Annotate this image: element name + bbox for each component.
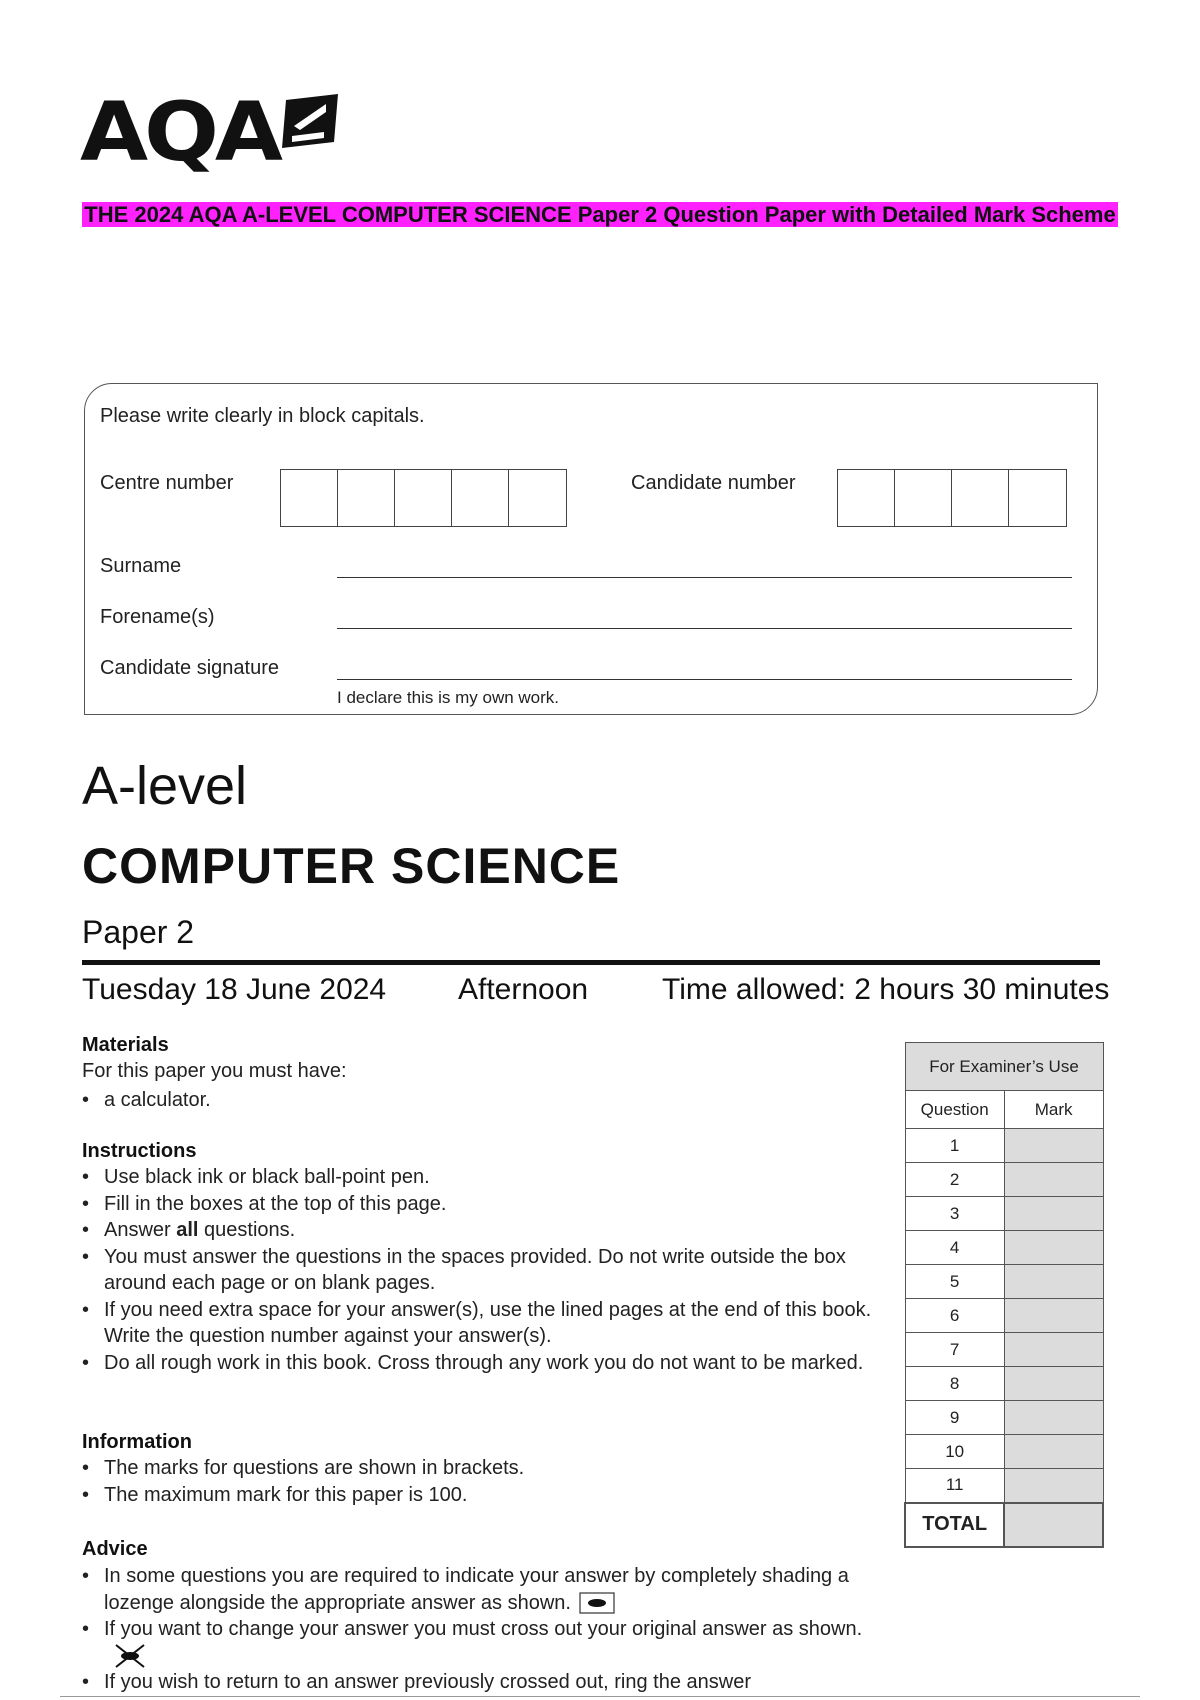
question-column-header: Question bbox=[905, 1091, 1004, 1129]
table-row bbox=[905, 1299, 1103, 1333]
mark-cell bbox=[1004, 1469, 1103, 1503]
list-item: • If you need extra space for your answer(s), use the lined pages at the end of this book. Write the question number against your answer(s). bbox=[82, 1297, 882, 1350]
table-row bbox=[905, 1231, 1103, 1265]
aqa-logo-text: AQA bbox=[80, 84, 280, 180]
question-number: 6 bbox=[905, 1299, 1004, 1333]
subject-title: COMPUTER SCIENCE bbox=[82, 838, 621, 894]
mark-cell bbox=[1004, 1299, 1103, 1333]
forenames-field[interactable] bbox=[337, 628, 1072, 629]
question-number: 8 bbox=[905, 1367, 1004, 1401]
question-number: 7 bbox=[905, 1333, 1004, 1367]
qualification-level: A-level bbox=[82, 756, 248, 816]
centre-number-digit-box[interactable] bbox=[395, 470, 452, 526]
table-row bbox=[905, 1435, 1103, 1469]
list-item: • You must answer the questions in the spaces provided. Do not write outside the box around each page or on blank pages. bbox=[82, 1244, 882, 1297]
declaration-text: I declare this is my own work. bbox=[337, 688, 560, 707]
mark-column-header: Mark bbox=[1004, 1091, 1103, 1129]
total-mark-cell bbox=[1004, 1503, 1103, 1547]
list-item: • Answer all questions. bbox=[82, 1217, 882, 1244]
candidate-number-digit-box[interactable] bbox=[838, 470, 895, 526]
mark-cell bbox=[1004, 1231, 1103, 1265]
materials-intro: For this paper you must have: bbox=[82, 1060, 347, 1082]
exam-date: Tuesday 18 June 2024 bbox=[82, 973, 387, 1006]
materials-heading: Materials bbox=[82, 1034, 169, 1056]
aqa-logo-mark-icon bbox=[280, 92, 340, 150]
instructions-list bbox=[82, 1164, 882, 1376]
advice-list bbox=[82, 1563, 902, 1696]
mark-cell bbox=[1004, 1435, 1103, 1469]
advice-heading: Advice bbox=[82, 1538, 148, 1560]
list-item: • Fill in the boxes at the top of this page. bbox=[82, 1191, 882, 1218]
emphasis-all: all bbox=[176, 1219, 199, 1241]
question-number: 2 bbox=[905, 1163, 1004, 1197]
instructions-heading: Instructions bbox=[82, 1140, 197, 1162]
table-row bbox=[905, 1163, 1103, 1197]
signature-label: Candidate signature bbox=[100, 657, 280, 679]
question-number: 9 bbox=[905, 1401, 1004, 1435]
centre-number-label: Centre number bbox=[100, 472, 234, 494]
question-number: 4 bbox=[905, 1231, 1004, 1265]
total-label: TOTAL bbox=[905, 1503, 1004, 1547]
surname-label: Surname bbox=[100, 555, 182, 577]
total-row bbox=[905, 1503, 1103, 1547]
table-row bbox=[905, 1265, 1103, 1299]
highlighted-title-banner bbox=[60, 200, 1140, 229]
list-item: • The maximum mark for this paper is 100. bbox=[82, 1482, 882, 1509]
forenames-label: Forename(s) bbox=[100, 606, 215, 628]
table-row bbox=[905, 1129, 1103, 1163]
list-item: • If you wish to return to an answer previously crossed out, ring the answer bbox=[82, 1669, 902, 1696]
list-item: • Do all rough work in this book. Cross through any work you do not want to be marked. bbox=[82, 1350, 882, 1377]
centre-number-digit-box[interactable] bbox=[281, 470, 338, 526]
question-number: 1 bbox=[905, 1129, 1004, 1163]
table-row bbox=[905, 1197, 1103, 1231]
mark-cell bbox=[1004, 1367, 1103, 1401]
list-item bbox=[82, 1616, 902, 1669]
table-row bbox=[905, 1401, 1103, 1435]
mark-cell bbox=[1004, 1163, 1103, 1197]
crossed-lozenge-icon bbox=[112, 1643, 148, 1669]
mark-cell bbox=[1004, 1129, 1103, 1163]
list-item: • a calculator. bbox=[82, 1087, 882, 1114]
list-item bbox=[82, 1563, 902, 1616]
centre-number-digit-box[interactable] bbox=[452, 470, 509, 526]
time-allowed: Time allowed: 2 hours 30 minutes bbox=[662, 973, 1110, 1006]
advice-crossout-text: If you want to change your answer you must cross out your original answer as shown. bbox=[104, 1618, 863, 1640]
centre-number-digit-box[interactable] bbox=[338, 470, 395, 526]
banner-text: THE 2024 AQA A-LEVEL COMPUTER SCIENCE Paper 2 Question Paper with Detailed Mark Scheme bbox=[84, 202, 1116, 227]
examiner-table-title: For Examiner’s Use bbox=[905, 1043, 1103, 1091]
aqa-logo bbox=[80, 84, 340, 183]
shaded-lozenge-icon bbox=[579, 1592, 615, 1614]
question-number: 5 bbox=[905, 1265, 1004, 1299]
examiner-use-table bbox=[904, 1042, 1104, 1548]
question-number: 10 bbox=[905, 1435, 1004, 1469]
table-row bbox=[905, 1469, 1103, 1503]
mark-cell bbox=[1004, 1265, 1103, 1299]
information-heading: Information bbox=[82, 1431, 192, 1453]
signature-field[interactable] bbox=[337, 679, 1072, 680]
centre-number-boxes[interactable] bbox=[280, 469, 567, 527]
question-number: 3 bbox=[905, 1197, 1004, 1231]
centre-number-digit-box[interactable] bbox=[509, 470, 566, 526]
table-row bbox=[905, 1333, 1103, 1367]
page-bottom-rule bbox=[60, 1696, 1140, 1697]
advice-lozenge-text: In some questions you are required to indicate your answer by completely shading a lozenge alongside the appropriate answer as shown. bbox=[104, 1565, 849, 1614]
surname-field[interactable] bbox=[337, 577, 1072, 578]
list-item: • Use black ink or black ball-point pen. bbox=[82, 1164, 882, 1191]
candidate-number-boxes[interactable] bbox=[837, 469, 1067, 527]
paper-number: Paper 2 bbox=[82, 914, 195, 950]
materials-list bbox=[82, 1087, 882, 1114]
candidate-number-digit-box[interactable] bbox=[1009, 470, 1066, 526]
table-row bbox=[905, 1367, 1103, 1401]
question-number: 11 bbox=[905, 1469, 1004, 1503]
list-item: • The marks for questions are shown in brackets. bbox=[82, 1455, 882, 1482]
candidate-number-digit-box[interactable] bbox=[895, 470, 952, 526]
mark-cell bbox=[1004, 1333, 1103, 1367]
exam-session: Afternoon bbox=[458, 973, 589, 1006]
block-capitals-instruction: Please write clearly in block capitals. bbox=[100, 405, 425, 427]
candidate-number-label: Candidate number bbox=[631, 472, 796, 494]
mark-cell bbox=[1004, 1401, 1103, 1435]
mark-cell bbox=[1004, 1197, 1103, 1231]
title-divider bbox=[82, 960, 1100, 965]
information-list bbox=[82, 1455, 882, 1508]
candidate-details-box bbox=[84, 383, 1098, 715]
candidate-number-digit-box[interactable] bbox=[952, 470, 1009, 526]
